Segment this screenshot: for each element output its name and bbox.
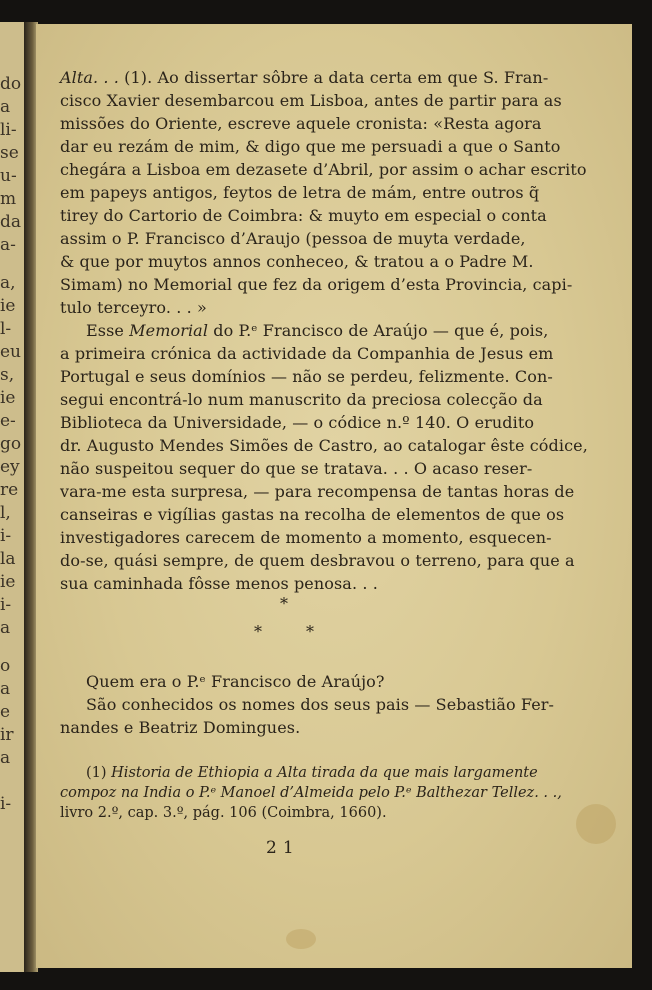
left-page-fragment: a- [0,235,16,255]
left-page-fragment: la [0,549,16,569]
left-page-fragment: ie [0,388,16,408]
section-line: São conhecidos os nomes dos seus pais — Sebastião Fer- [86,695,555,714]
body-line: tulo terceyro. . . » [60,298,207,317]
body-line: a primeira crónica da actividade da Companhia de Jesus em [60,344,554,363]
left-page-fragment: u- [0,166,17,186]
left-page-fragment: a, [0,273,16,293]
left-page-fragment: ie [0,572,16,592]
left-page-fragment: ie [0,296,16,316]
left-page-fragment: l- [0,319,12,339]
left-page-fragment: i- [0,526,12,546]
body-line: Alta. . . (1). Ao dissertar sôbre a data certa em que S. Fran- [60,68,549,87]
page-number: 21 [266,838,300,858]
foxing-stain [576,804,616,844]
left-page-fragment: i- [0,595,12,615]
section-question: Quem era o P.ᵉ Francisco de Araújo? [86,672,385,691]
body-line: canseiras e vigílias gastas na recolha de elementos de que os [60,505,565,524]
section-asterisk: * [306,622,314,641]
footnote-line: livro 2.º, cap. 3.º, pág. 106 (Coimbra, 1660). [60,805,387,821]
section-asterisk: * [254,622,262,641]
body-line: tirey do Cartorio de Coimbra: & muyto em especial o conta [60,206,547,225]
body-line-esse: Esse Memorial do P.ᵉ Francisco de Araújo — que é, pois, [86,321,549,340]
left-page-fragment: a [0,748,11,768]
left-page-fragment: e [0,702,11,722]
body-line: cisco Xavier desembarcou em Lisboa, antes de partir para as [60,91,562,110]
foxing-stain [286,929,316,949]
body-line: sua caminhada fôsse menos penosa. . . [60,574,378,593]
body-line: assim o P. Francisco d’Araujo (pessoa de muyta verdade, [60,229,526,248]
left-page-fragment: a [0,679,11,699]
left-page-fragment: da [0,212,22,232]
body-line: dar eu rezám de mim, & digo que me persuadi a que o Santo [60,137,561,156]
body-line: dr. Augusto Mendes Simões de Castro, ao catalogar êste códice, [60,436,588,455]
left-page-fragment: e- [0,411,16,431]
body-line: Biblioteca da Universidade, — o códice n.º 140. O erudito [60,413,535,432]
body-line: vara-me esta surpresa, — para recompensa de tantas horas de [60,482,575,501]
footnote-line: (1) Historia de Ethiopia a Alta tirada da que mais largamente [86,765,538,781]
left-page-fragment: re [0,480,19,500]
left-page-fragment: l, [0,503,11,523]
left-page-fragment: m [0,189,17,209]
footnote-line: compoz na India o P.ᵉ Manoel d’Almeida pelo P.ᵉ Balthezar Tellez. . ., [60,785,562,801]
body-line: em papeys antigos, feytos de letra de mám, entre outros q̃ [60,183,540,202]
left-page-fragment: se [0,143,19,163]
left-page-fragment: go [0,434,22,454]
body-line: segui encontrá-lo num manuscrito da preciosa colecção da [60,390,543,409]
body-line: não suspeitou sequer do que se tratava. . . O acaso reser- [60,459,533,478]
left-page-fragment: li- [0,120,17,140]
body-line: missões do Oriente, escreve aquele cronista: «Resta agora [60,114,542,133]
left-page-fragment: i- [0,794,12,814]
body-line: do-se, quási sempre, de quem desbravou o terreno, para que a [60,551,575,570]
book-page [36,24,632,968]
body-line: investigadores carecem de momento a momento, esquecen- [60,528,552,547]
section-asterisk: * [280,594,288,613]
body-line: chegára a Lisboa em dezasete d’Abril, por assim o achar escrito [60,160,587,179]
left-page-fragment: a [0,618,11,638]
left-page-fragment: a [0,97,11,117]
body-line: Simam) no Memorial que fez da origem d’esta Provincia, capi- [60,275,573,294]
left-page-fragment: ey [0,457,20,477]
left-page-fragment: ir [0,725,14,745]
left-page-fragment: eu [0,342,22,362]
left-page-fragment: o [0,656,11,676]
body-line: Portugal e seus domínios — não se perdeu, felizmente. Con- [60,367,553,386]
body-line: & que por muytos annos conheceo, & tratou a o Padre M. [60,252,534,271]
section-line: nandes e Beatriz Domingues. [60,718,301,737]
left-page-fragment: do [0,74,22,94]
left-page-fragment: s, [0,365,15,385]
